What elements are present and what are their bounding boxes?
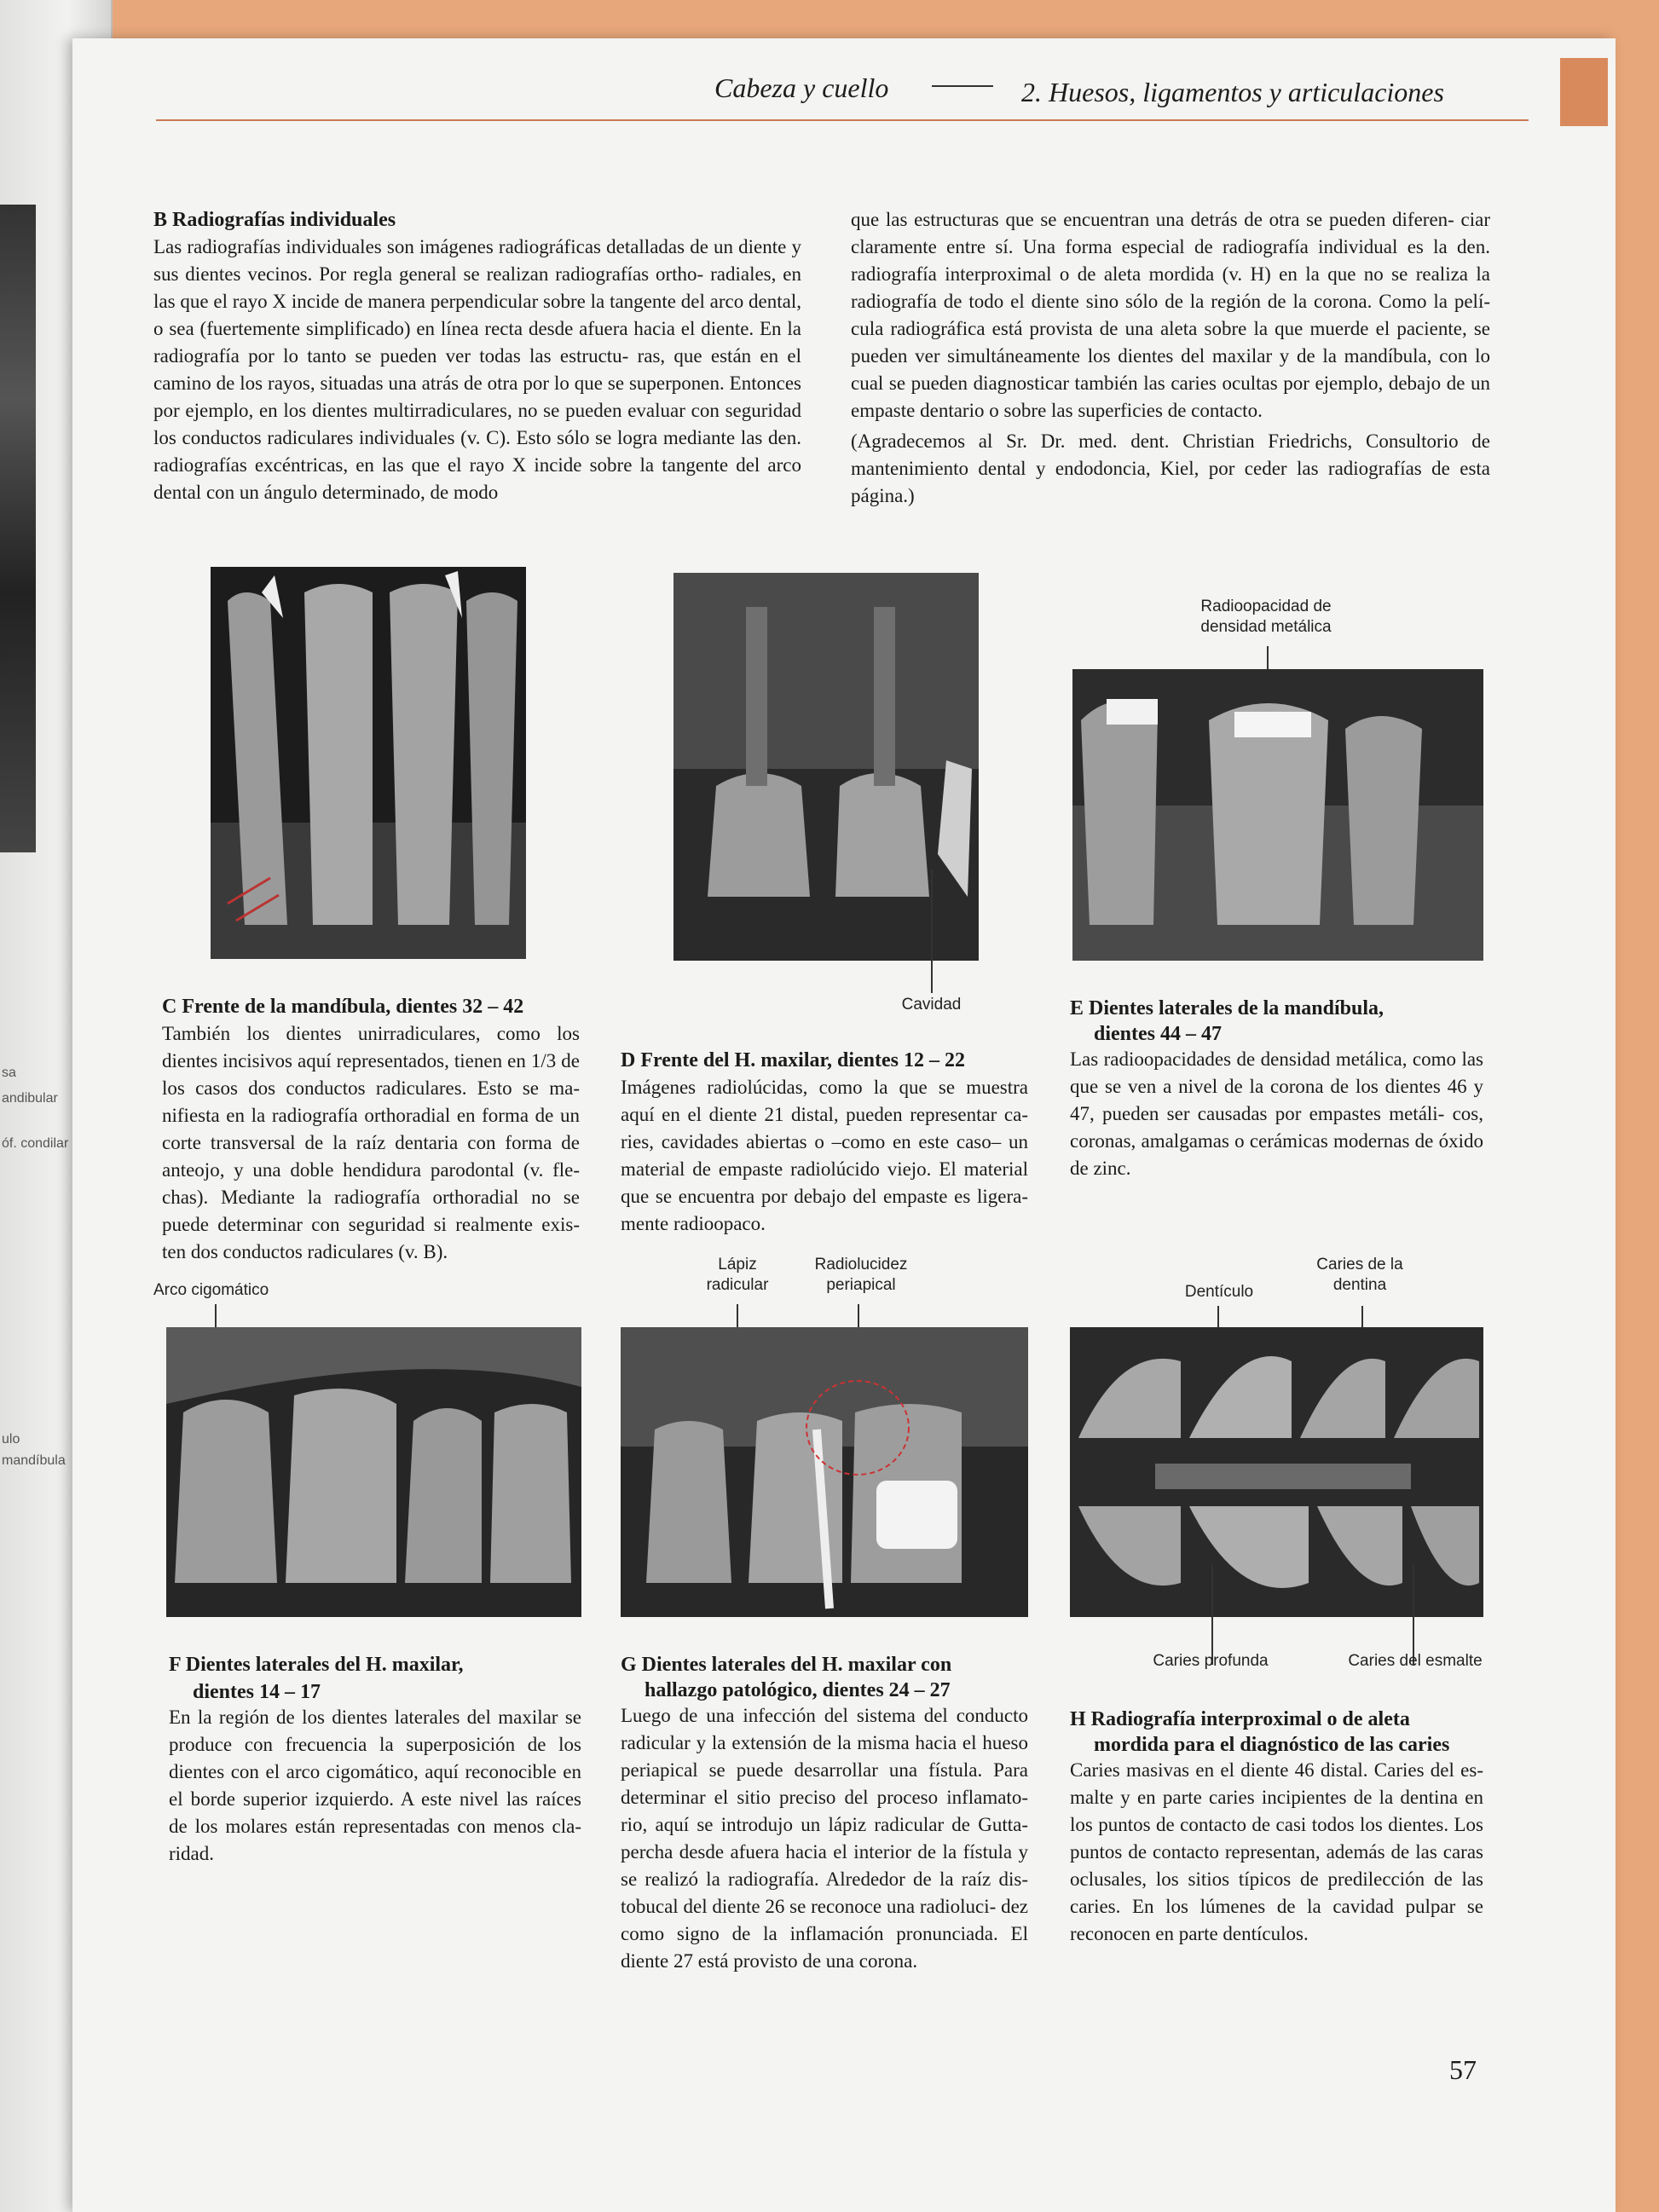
section-b-title: B Radiografías individuales [153,209,396,231]
fig-e-body: Las radioopacidades de densidad metálica, como las que se ven a nivel de la corona de los dientes 46 y 47, pueden ser causadas por empastes metáli- cos, coronas, amalgamas o cerámicas modernas de óxido de zinc. [1070,1048,1483,1179]
fig-f-title: F Dientes laterales del H. maxilar, [169,1654,464,1676]
fig-e-title: E Dientes laterales de la mandíbula, [1070,997,1384,1019]
fig-h-body: Caries masivas en el diente 46 distal. Caries del es- malte y en parte caries incipientes de la dentina en los puntos de contacto de casi todos los dientes. Los puntos de contacto representan, además de las caras oclusales, los sitios típicos de predilección de las caries. En los lúmenes de la cavidad pulpar se reconocen en parte dentículos. [1070,1759,1483,1944]
header-dash [932,85,993,87]
xray-c-mandible-front [211,567,526,959]
section-b-col2: que las estructuras que se encuentran una detrás de otra se pueden diferen- ciar claramente entre sí. Una forma especial de radiografía individual es la den. radiografía interproximal o de aleta mordida (v. H) en la que no se realiza la radiografía de todo el diente sino sólo de la región de la corona. Como la pelí- cula radiográfica está provista de una aleta sobre la que muerde el paciente, se pueden ver simultáneamente los dientes del maxilar y de la mandíbula, con lo cual se pueden diagnosticar también las caries ocultas por ejemplo, debajo de un empaste dentario o sobre las superficies de contacto. [851,209,1490,421]
adjacent-fragment: mandíbula [2,1453,66,1468]
section-b-ack: (Agradecemos al Sr. Dr. med. dent. Christian Friedrichs, Consultorio de mantenimiento dental y endodoncia, Kiel, por ceder las radiografías de esta página.) [851,430,1490,506]
chapter-tab [1560,58,1608,126]
fig-c-body: También los dientes unirradiculares, como los dientes incisivos aquí representados, tienen en 1/3 de los casos dos conductos radiculares. Esto se ma- nifiesta en la radiografía orthoradial en forma de un corte transversal de la raíz dentaria con forma de anteojo, y una doble hendidura parodontal (v. fle- chas). Mediante la radiografía orthoradial no se puede determinar con seguridad si realmente exis- ten dos conductos radiculares (v. B). [162,1023,580,1262]
fig-g-title2: hallazgo patológico, dientes 24 – 27 [645,1679,951,1701]
adjacent-fragment: ulo [2,1432,20,1447]
fig-e-title2: dientes 44 – 47 [1094,1023,1222,1045]
fig-g-title: G Dientes laterales del H. maxilar con [621,1654,952,1676]
label-caries-esmalte: Caries del esmalte [1348,1652,1483,1670]
adjacent-fragment: óf. condilar [2,1136,69,1151]
xray-f-maxilla-lateral [166,1327,581,1617]
label-denticulo: Dentículo [1184,1283,1254,1301]
fig-d-title: D Frente del H. maxilar, dientes 12 – 22 [621,1049,965,1071]
running-header [156,60,1529,121]
xray-g-maxilla-pathologic [621,1327,1028,1617]
fig-f-body: En la región de los dientes laterales del maxilar se produce con frecuencia la superposición de los dientes con el arco cigomático, aquí reconocible en el borde superior izquierdo. A este nivel las raíces de los molares están representadas con menos cla- ridad. [169,1707,581,1864]
label-arco-cigomatico: Arco cigomático [153,1281,269,1299]
label-radioopacidad: Radioopacidad de densidad metálica [1200,598,1332,636]
pointer-caries-esmalte [1413,1564,1414,1665]
header-chapter: 2. Huesos, ligamentos y articulaciones [1021,77,1444,107]
page-number: 57 [1449,2054,1477,2085]
label-cavidad: Cavidad [901,996,962,1014]
label-caries-profunda: Caries profunda [1153,1652,1269,1670]
fig-f-title2: dientes 14 – 17 [193,1681,321,1703]
pointer-caries-profunda [1211,1564,1213,1665]
adjacent-fragment: andibular [2,1091,58,1106]
section-b-col1: Las radiografías individuales son imágenes radiográficas detalladas de un diente y sus dientes vecinos. Por regla general se realizan radiografías ortho- radiales, en las que el rayo X incide de manera perpendicular sobre la tangente del arco dental, o sea (fuertemente simplificado) en línea recta desde afuera hacia el diente. En la radiografía por lo tanto se pueden ver todas las estructu- ras, que están en el camino de los rayos, situadas una atrás de otra por lo que se superponen. Entonces por ejemplo, en los dientes multirradiculares, no se pueden evaluar con seguridad los conductos radiculares individuales (v. C). Esto sólo se logra mediante las den. radiografías excéntricas, en las que el rayo X incide sobre la tangente del arco dental con un ángulo determinado, de modo [153,236,801,503]
xray-h-bitewing [1070,1327,1483,1617]
label-radiolucidez: Radiolucidez periapical [814,1256,908,1294]
label-caries-dentina: Caries de la dentina [1316,1256,1403,1294]
fig-h-title: H Radiografía interproximal o de aleta [1070,1708,1410,1730]
adjacent-fragment: sa [2,1066,16,1080]
label-lapiz-radicular: Lápiz radicular [706,1256,769,1294]
xray-e-mandible-lateral [1072,669,1483,961]
fig-h-title2: mordida para el diagnóstico de las caries [1094,1734,1450,1756]
pointer-cavidad [931,869,933,993]
header-section: Cabeza y cuello [714,72,889,103]
fig-d-body: Imágenes radiolúcidas, como la que se muestra aquí en el diente 21 distal, pueden representar ca- ries, cavidades abiertas o –como en este caso– un material de empaste radiolúcido viejo. El material que se encuentra por debajo del empaste es ligera- mente radioopaco. [621,1077,1028,1234]
fig-c-title: C Frente de la mandíbula, dientes 32 – 42 [162,996,524,1018]
xray-d-maxilla-front [673,573,979,961]
adjacent-page-xray [0,205,36,852]
fig-g-body: Luego de una infección del sistema del conducto radicular y la extensión de la misma hacia el hueso periapical se puede desarrollar una fístula. Para determinar el sitio preciso del proceso inflamato- rio, aquí se introdujo un lápiz radicular de Gutta- percha desde afuera hacia el interior de la fístula y se realizó la radiografía. Alrededor de la raíz dis- tobucal del diente 26 se reconoce una radioluci- dez como signo de la inflamación pronunciada. El diente 27 está provisto de una corona. [621,1705,1028,1972]
